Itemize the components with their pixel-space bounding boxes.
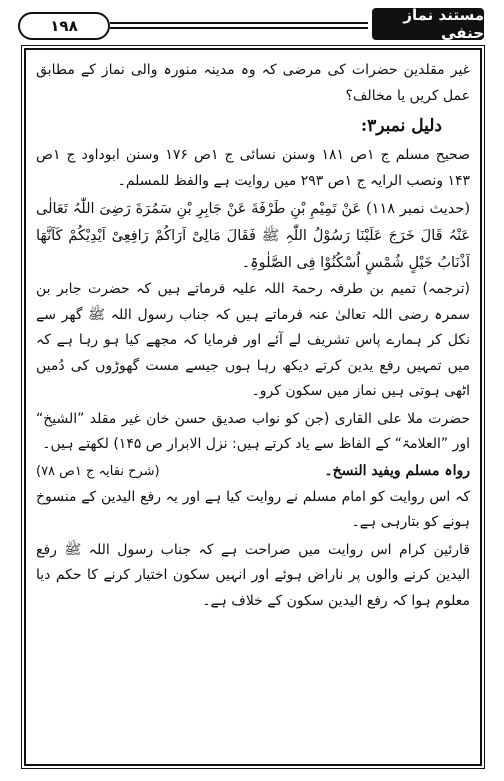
paragraph-intro: غیر مقلدین حضرات کی مرضی کہ وہ مدینہ منورہ والی نماز کے مطابق عمل کریں یا مخالف؟ [36, 62, 470, 104]
paragraph-qari: حضرت ملا علی القاری (جن کو نواب صدیق حسن خان غیر مقلد ”الشیخ“ اور ”العلامۃ“ کے الفاظ سے یاد کرتے ہیں: نزل الابرار ص ۱۴۵) لکھتے ہیں۔ [36, 410, 470, 452]
page-number: ۱۹۸ [18, 12, 110, 40]
reference-arabic: رواہ مسلم ویفید النسخ۔ [324, 462, 470, 479]
reference-source: (شرح نقایہ ج ۱ص ۷۸) [36, 463, 160, 479]
hadith-text: (حدیث نمبر ۱۱۸) عَنْ تَمِیْمِ بْنِ طَرْفَةَ عَنْ جَابِرِ بْنِ سَمُرَةَ رَضِیَ اللّٰہُ تَعَالٰی عَنْہُ قَالَ خَرَجَ عَلَیْنَا رَسُوْلُ اللّٰہِ ﷺ فَقَالَ مَالِیْ اَرَاکُمْ رَافِعِیْ اَیْدِیْکُمْ کَاَنَّھَا اَذْنَابُ خَیْلٍ شُمْسٍ اُسْکُنُوْا فِی الصَّلٰوۃِ۔ [36, 201, 470, 271]
header-rule [110, 22, 368, 29]
page-header [18, 8, 484, 42]
reference-line [36, 458, 470, 485]
paragraph-references: صحیح مسلم ج ۱ص ۱۸۱ وسنن نسائی ج ۱ص ۱۷۶ وسنن ابوداود ج ۱ص ۱۴۳ ونصب الرایہ ج ۱ص ۲۹۳ میں روایت ہے والفظ للمسلم۔ [36, 147, 470, 189]
paragraph-abrogation: کہ اس روایت کو امام مسلم نے روایت کیا ہے اور یہ رفع الیدین کے منسوخ ہونے کو بتارہی ہے۔ [36, 488, 470, 530]
section-heading: دلیل نمبر۳: [360, 116, 442, 136]
paragraph-conclusion: قارئین کرام اس روایت میں صراحت ہے کہ جناب رسول اللہ ﷺ رفع الیدین کرنے والوں پر ناراض ہوئے اور انہیں سکون اختیار کرنے کا حکم دیا معلوم ہوا کہ رفع الیدین سکون کے خلاف ہے۔ [36, 541, 470, 609]
book-title: مستند نماز حنفی [372, 8, 484, 40]
paragraph-translation: (ترجمہ) تمیم بن طرفہ رحمۃ اللہ علیہ فرماتے ہیں کہ حضرت جابر بن سمرہ رضی اللہ تعالیٰ عنہ فرماتے ہیں کہ جناب رسول اللہ ﷺ گھر سے نکل کر ہمارے پاس تشریف لے آئے اور فرمایا کہ مجھے کیا ہو رہا ہے کہ میں تمہیں رفع یدین کرتے دیکھ رہا ہوں جیسے مست گھوڑوں کی دُمیں اٹھی ہوتی ہیں نماز میں سکون کرو۔ [36, 281, 470, 399]
content-frame [24, 48, 482, 766]
